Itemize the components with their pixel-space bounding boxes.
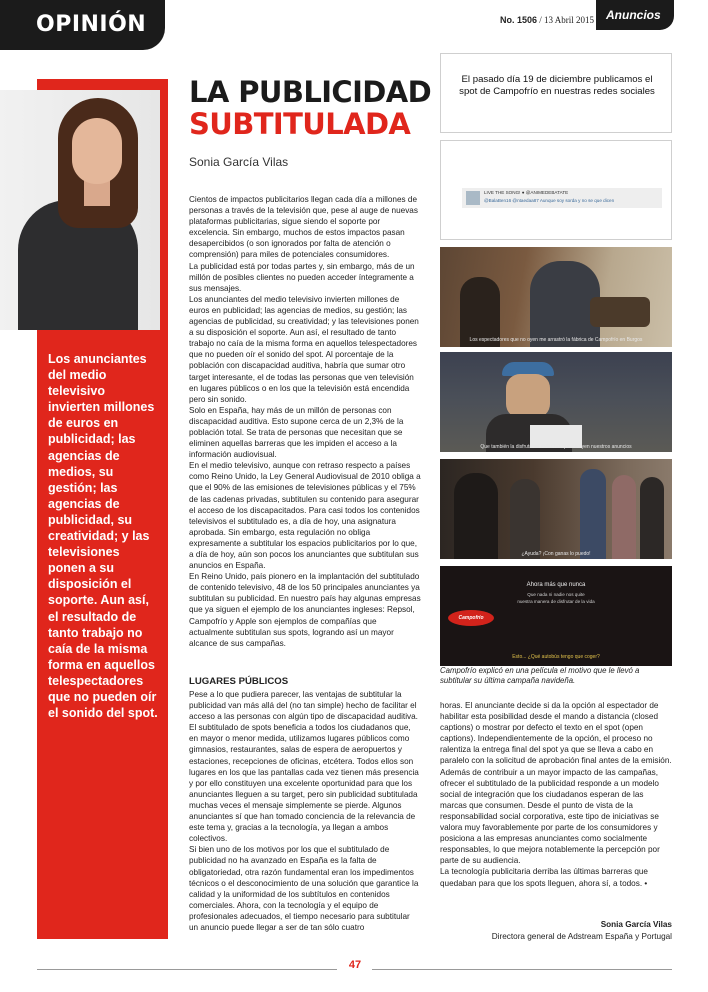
figure-silhouette xyxy=(510,479,540,559)
video-frame-2 xyxy=(440,352,672,452)
paragraph: Solo en España, hay más de un millón de personas con discapacidad auditiva. Esto supone cerca de un 2,3% de la población total. Se trata de personas que necesitan que se eliminen aquellas barreras que les impiden el acceso a la información audiovisual. xyxy=(189,405,404,460)
subtitle-caption: Que también la disfrutaran todas las que no oyen nuestros anuncios xyxy=(480,444,632,450)
figure-silhouette xyxy=(640,477,664,559)
promo-box xyxy=(440,53,672,133)
author-byline: Sonia García Vilas xyxy=(189,155,289,169)
figure-silhouette xyxy=(454,473,498,559)
paragraph: En el medio televisivo, aunque con retraso respecto a países como Reino Unido, la Ley General Audiovisual de 2010 obliga a que el 90% de las emisiones de televisiones públicas y el 75% de las cadenas privadas, subtitulen su contenido para asegurar el acceso de los discapacitados. Para casi todos los contenidos televisivos el subtitulado es, a día de hoy, una asignatura aprobada. Sin embargo, esta regulación no obliga expresamente a subtitular los espacios publicitarios por lo que, a día de hoy, aún son pocos los anunciantes que subtitulan sus anuncios en España. xyxy=(189,461,421,571)
tweet-screenshot xyxy=(440,140,672,240)
section-title: OPINIÓN xyxy=(36,12,147,37)
video-frame-3 xyxy=(440,459,672,559)
face xyxy=(506,374,550,418)
article-body-continued xyxy=(189,689,421,933)
campofrio-logo: Campofrío xyxy=(448,610,494,626)
author-photo xyxy=(0,90,160,330)
promo-text: El pasado día 19 de diciembre publicamos el spot de Campofrío en nuestras redes sociales xyxy=(459,74,655,97)
video-frame-4 xyxy=(440,566,672,666)
footer-rule-right xyxy=(372,969,672,970)
author-photo-face xyxy=(72,118,122,184)
video-frame-1 xyxy=(440,247,672,347)
subtitle-caption: Esto... ¿Qué autobús tengo que coger? xyxy=(512,654,600,660)
issue-number: No. 1506 xyxy=(500,15,538,25)
article-title-line2: SUBTITULADA xyxy=(189,107,411,141)
paragraph: Si bien uno de los motivos por los que el subtitulado de publicidad no ha avanzado en España es la falta de obligatoriedad, otra razón fundamental eran los impedimentos técnicos o el desconocimiento de una solución que garantice la calidad y la uniformidad de los subtítulos en contenidos comerciales. Ahora, con la tecnología y el equipo de profesionales adecuados, el tiempo necesario para subtitular un anuncio puede llegar a ser de tan sólo cuatro xyxy=(189,845,419,932)
tweet-strip xyxy=(462,188,662,208)
pull-quote: Los anunciantes del medio televisivo invierten millones de euros en publicidad; las agencias de medios, su gestión; las agencias de publicidad, su creatividad; y las televisiones ponen a su disposición el soporte. Aun así, el resultado de tanto trabajo no caía de la misma forma en aquellos telespectadores que no pueden oír el sonido del spot. xyxy=(48,352,158,721)
footer-rule-left xyxy=(37,969,337,970)
signature-name: Sonia García Vilas xyxy=(600,920,672,929)
article-title-line1: LA PUBLICIDAD xyxy=(189,75,432,109)
publication-logo: Anuncios xyxy=(596,0,674,30)
paragraph: La tecnología publicitaria derriba las últimas barreras que quedaban para que los spots lleguen, ahora sí, a todos. • xyxy=(440,867,648,888)
tweet-text: @BalaBen16 @ntaedaa87 Aunque soy sorda y no se que dicen xyxy=(484,198,615,203)
bread-basket xyxy=(590,297,650,327)
paragraph: Pese a lo que pudiera parecer, las ventajas de subtitular la publicidad van más allá del (no tan simple) hecho de facilitar el acceso a las personas con algún tipo de discapacidad auditiva. El subtitulado de spots beneficia a todos los ciudadanos que, en mayor o menor medida, utilizamos lugares públicos como gimnasios, restaurantes, salas de espera de aeropuertos y estaciones, recepciones de oficinas, etcétera. Todos ellos son lugares en los que las pantallas cada vez tienen más presencia y por ello constituyen una excelente oportunidad para que los anunciantes lleguen a su target, pero sin publicidad subtitulada muchas veces el mensaje simplemente se pierde. Algunos anunciantes sí que han tomado conciencia de la relevancia de este tema y, gracias a la tecnología, ya llegan a ambos colectivos. xyxy=(189,690,419,844)
paragraph: Cientos de impactos publicitarios llegan cada día a millones de personas a través de la televisión que, pese al auge de nuevas plataformas publicitarias, sigue siendo el soporte por excelencia. Sin embargo, muchos de estos impactos pasan desapercibidos (o son ignorados por falta de atención o comprensión) para miles de potenciales consumidores. xyxy=(189,195,418,260)
subtitle-caption: Los espectadores que no oyen me arrastró la fábrica de Campofrío en Burgos xyxy=(469,337,643,343)
article-body-right xyxy=(440,700,672,889)
paragraph: Además de contribuir a un mayor impacto de las campañas, ofrecer el subtitulado de la publicidad responde a un modelo social de integración que los ciudadanos esperan de las marcas que consumen. Desde el punto de vista de la responsabilidad social corporativa, este tipo de iniciativas se valora muy favorablemente por parte de los consumidores y posiciona a las empresas anunciantes como socialmente responsables, lo que mejora notablemente la percepción por parte de su audiencia. xyxy=(440,767,660,866)
signature-role: Directora general de Adstream España y Portugal xyxy=(491,932,672,941)
figure-silhouette xyxy=(580,469,606,559)
paragraph: En Reino Unido, país pionero en la implantación del subtitulado de contenido televisivo, 48 de los 50 principales anunciantes ya subtitulan su publicidad. En nuestro país hay algunas empresas que ya siguen el ejemplo de los anunciantes ingleses: Repsol, Campofrío y Apple son ejemplos de compañías que actualmente subtitulan sus spots, logrando así un mayor alcance de sus campañas. xyxy=(189,572,421,648)
figure-caption: Campofrío explicó en una película el motivo que le llevó a subtitular su última campaña navideña. xyxy=(440,666,640,686)
issue-date xyxy=(500,15,594,25)
paragraph: La publicidad está por todas partes y, sin embargo, más de un millón de posibles clientes no pueden acceder íntegramente a sus mensajes. xyxy=(189,261,415,293)
figure-silhouette xyxy=(612,475,636,559)
page-number: 47 xyxy=(348,959,362,971)
paragraph: Los anunciantes del medio televisivo invierten millones de euros en publicidad; las agencias de medios, su gestión; las agencias de publicidad, su creatividad; y las televisiones ponen a su disposición el soporte. Aun así, el resultado de tanto trabajo no caía de la misma forma en aquellos telespectadores que no pueden oír el sonido del spot. Al porcentaje de la población con discapacidad auditiva, habría que sumar otro target interesante, el de todas las personas que ven televisión en lugares públicos o en los que la televisión está encendida pero sin sonido. xyxy=(189,294,419,404)
article-body xyxy=(189,194,421,649)
end-card-line2: Que nada ni nadie nos quite xyxy=(527,592,585,597)
end-card-line1: Ahora más que nunca xyxy=(526,582,586,588)
subheading: LUGARES PÚBLICOS xyxy=(189,676,289,687)
tweet-author: LIVE THE SONG! ● @ANIMEDEBATATE xyxy=(484,190,569,195)
tweet-avatar xyxy=(466,191,480,205)
paragraph: horas. El anunciante decide si da la opción al espectador de habilitar esta posibilidad desde el mando a distancia (closed captions) o mostrar por defecto el texto en el spot (open captions). Independientemente de la opción, el proceso no ralentiza la entrega final del spot ya que se lleva a cabo en paralelo con la solicitud de aprobación final antes de la emisión. xyxy=(440,701,672,766)
end-card-line3: nuestra manera de disfrutar de la vida xyxy=(517,599,595,604)
subtitle-caption: ¿Ayuda? ¡Con ganas lo puedo! xyxy=(521,551,591,557)
issue-date-text: / 13 Abril 2015 xyxy=(539,15,595,25)
